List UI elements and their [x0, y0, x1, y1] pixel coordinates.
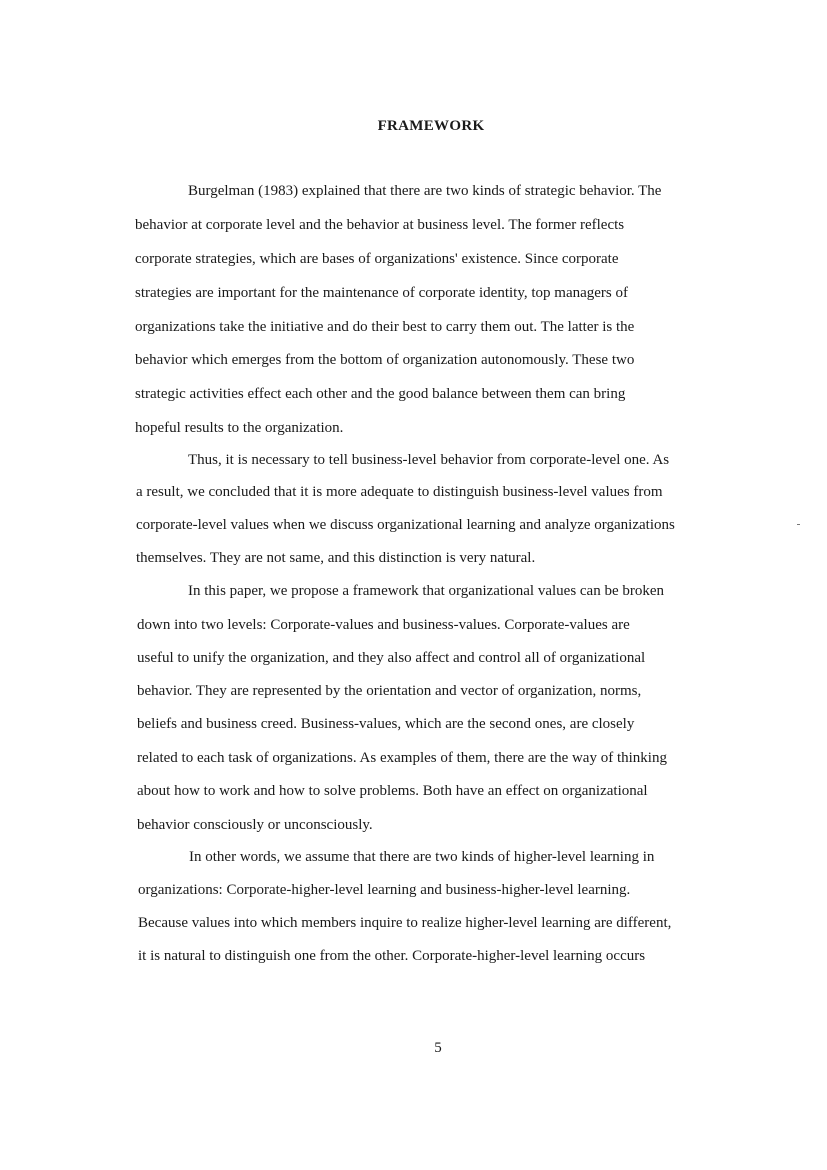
text-line: behavior which emerges from the bottom of organization autonomously. These two: [135, 352, 635, 368]
text-line: Burgelman (1983) explained that there are two kinds of strategic behavior. The: [188, 183, 662, 199]
text-line: organizations: Corporate-higher-level learning and business-higher-level learning.: [138, 882, 631, 898]
text-line: corporate strategies, which are bases of organizations' existence. Since corporate: [135, 251, 619, 267]
text-line: Thus, it is necessary to tell business-level behavior from corporate-level one. As: [188, 452, 670, 468]
text-line: related to each task of organizations. As examples of them, there are the way of thinking: [137, 750, 667, 766]
text-line: strategies are important for the maintenance of corporate identity, top managers of: [135, 285, 629, 301]
section-heading: FRAMEWORK: [377, 118, 485, 134]
text-line: beliefs and business creed. Business-values, which are the second ones, are closely: [137, 716, 635, 732]
text-line: behavior. They are represented by the orientation and vector of organization, norms,: [137, 683, 642, 699]
text-line: themselves. They are not same, and this distinction is very natural.: [136, 550, 536, 566]
text-line: In other words, we assume that there are two kinds of higher-level learning in: [189, 849, 655, 865]
text-line: behavior at corporate level and the behavior at business level. The former reflects: [135, 217, 625, 233]
text-line: a result, we concluded that it is more adequate to distinguish business-level values from: [136, 484, 663, 500]
text-line: organizations take the initiative and do their best to carry them out. The latter is the: [135, 319, 635, 335]
text-line: Because values into which members inquire to realize higher-level learning are different,: [138, 915, 672, 931]
scan-mark: [797, 524, 800, 525]
text-line: about how to work and how to solve problems. Both have an effect on organizational: [137, 783, 648, 799]
text-line: corporate-level values when we discuss organizational learning and analyze organizations: [136, 517, 675, 533]
text-line: strategic activities effect each other and the good balance between them can bring: [135, 386, 626, 402]
text-line: it is natural to distinguish one from the other. Corporate-higher-level learning occurs: [138, 948, 646, 964]
text-line: behavior consciously or unconsciously.: [137, 817, 373, 833]
text-line: In this paper, we propose a framework that organizational values can be broken: [188, 583, 665, 599]
text-line: hopeful results to the organization.: [135, 420, 344, 436]
text-line: down into two levels: Corporate-values and business-values. Corporate-values are: [137, 617, 630, 633]
page-number: 5: [434, 1040, 442, 1056]
text-line: useful to unify the organization, and they also affect and control all of organizational: [137, 650, 646, 666]
